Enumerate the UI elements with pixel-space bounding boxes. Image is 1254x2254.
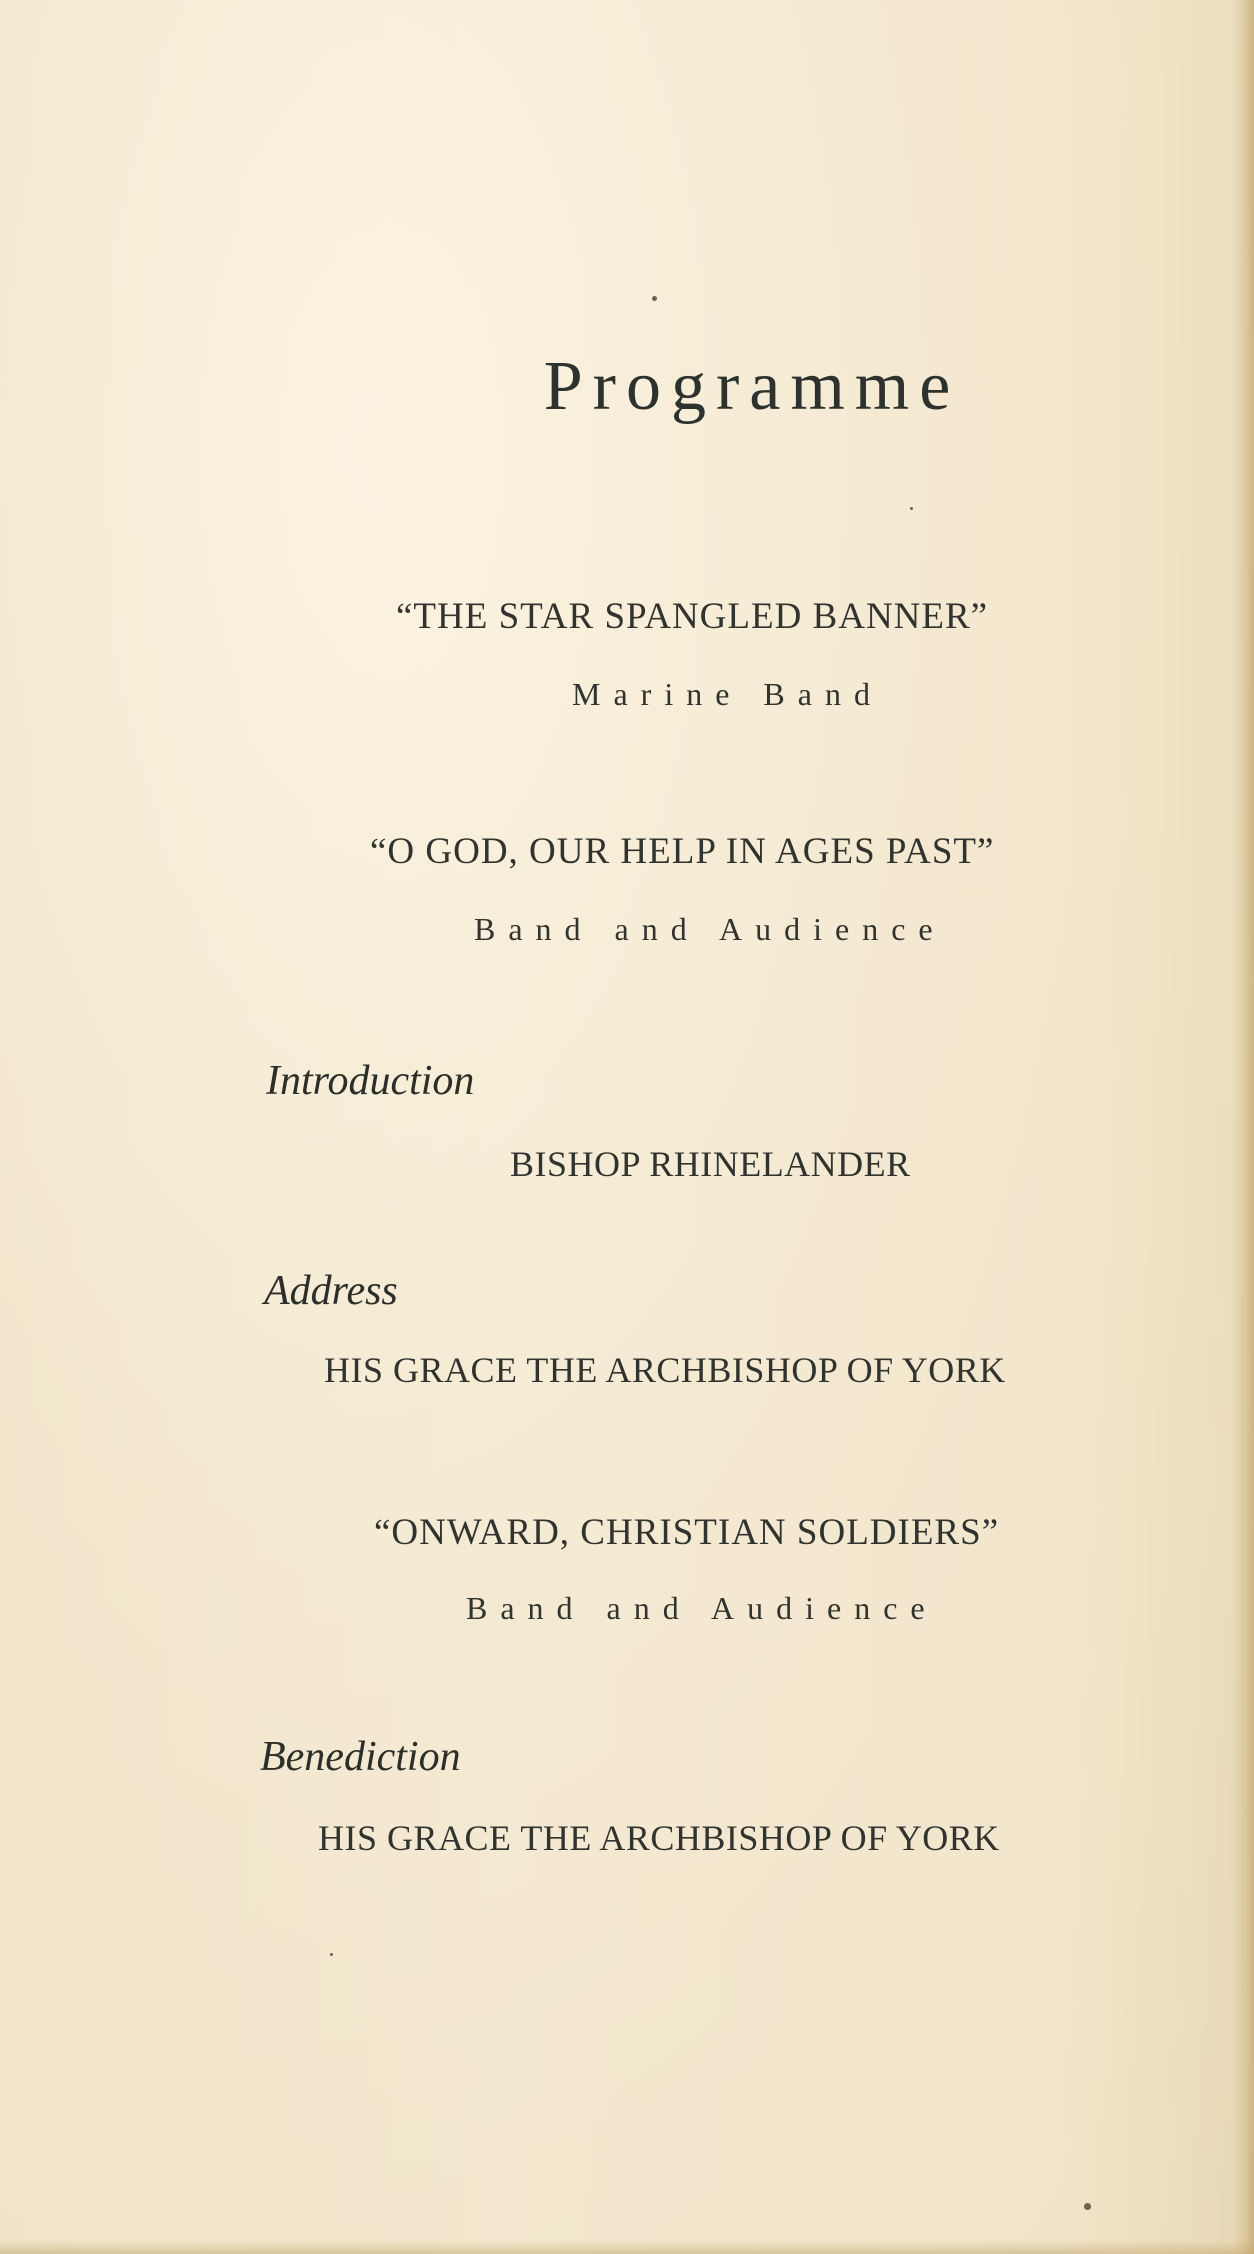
page-title: Programme <box>543 348 961 425</box>
performer-band-and-audience: Band and Audience <box>474 911 946 947</box>
paper-speck <box>330 1953 333 1956</box>
paper-speck <box>652 296 657 301</box>
performer-marine-band: Marine Band <box>572 676 883 712</box>
song-title-o-god-our-help: “O GOD, OUR HELP IN AGES PAST” <box>370 831 995 872</box>
speaker-bishop-rhinelander: BISHOP RHINELANDER <box>510 1144 911 1184</box>
song-title-onward-christian-soldiers: “ONWARD, CHRISTIAN SOLDIERS” <box>374 1512 1000 1553</box>
speaker-archbishop-of-york: HIS GRACE THE ARCHBISHOP OF YORK <box>318 1818 1000 1858</box>
speaker-archbishop-of-york: HIS GRACE THE ARCHBISHOP OF YORK <box>324 1350 1006 1390</box>
paper-edge-shadow <box>1232 0 1254 2254</box>
paper-bottom-edge <box>0 2240 1254 2254</box>
performer-band-and-audience: Band and Audience <box>466 1590 938 1626</box>
section-heading-address: Address <box>264 1268 398 1314</box>
paper-speck <box>910 507 913 510</box>
section-heading-benediction: Benediction <box>260 1734 461 1780</box>
paper-speck <box>1084 2203 1091 2210</box>
section-heading-introduction: Introduction <box>266 1058 475 1104</box>
song-title-star-spangled-banner: “THE STAR SPANGLED BANNER” <box>396 596 989 637</box>
